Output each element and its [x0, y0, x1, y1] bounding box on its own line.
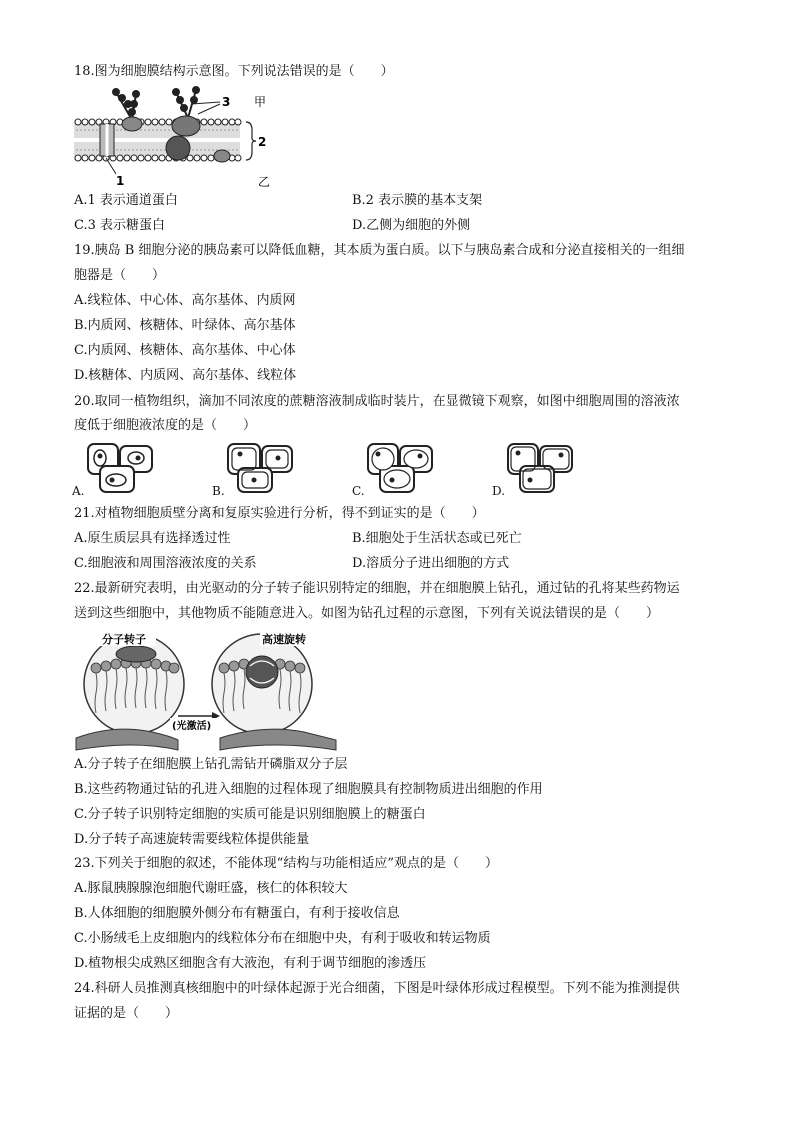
q20-option-b: B.: [212, 484, 225, 498]
q21-option-c: C.细胞液和周围溶液浓度的关系: [74, 556, 257, 571]
q20-cells-c: [366, 440, 438, 496]
q19-stem-line1: 19.胰岛 B 细胞分泌的胰岛素可以降低血糖，其本质为蛋白质。以下与胰岛素合成和分泌直接相关的一组细: [74, 243, 685, 258]
q20-option-d: D.: [492, 484, 506, 498]
q18-stem: 18.图为细胞膜结构示意图。下列说法错误的是（ ）: [74, 64, 394, 79]
q19-option-d: D.核糖体、内质网、高尔基体、线粒体: [74, 368, 297, 383]
rotor-figure: [74, 628, 346, 752]
q22-option-c: C.分子转子识别特定细胞的实质可能是识别细胞膜上的糖蛋白: [74, 807, 426, 822]
q24-stem-line2: 证据的是（ ）: [74, 1006, 179, 1021]
q23-option-a: A.豚鼠胰腺腺泡细胞代谢旺盛，核仁的体积较大: [74, 881, 348, 896]
q24-stem-line1: 24.科研人员推测真核细胞中的叶绿体起源于光合细菌，下图是叶绿体形成过程模型。下列不能为推测提供: [74, 981, 680, 996]
q20-cells-b: [226, 440, 298, 496]
q21-option-b: B.细胞处于生活状态或已死亡: [352, 531, 522, 546]
q18-option-d: D.乙侧为细胞的外侧: [352, 218, 471, 233]
fig22-label-light: (光激活): [172, 721, 212, 732]
q19-option-b: B.内质网、核糖体、叶绿体、高尔基体: [74, 318, 296, 333]
fig18-label-yi: 乙: [258, 175, 271, 189]
rotor-diagram: [74, 628, 346, 752]
q20-cells-a: [86, 440, 158, 496]
fig22-label-spin: 高速旋转: [262, 633, 306, 646]
q20-option-c: C.: [352, 484, 365, 498]
q18-option-b: B.2 表示膜的基本支架: [352, 193, 483, 208]
q23-option-d: D.植物根尖成熟区细胞含有大液泡，有利于调节细胞的渗透压: [74, 956, 427, 971]
membrane-diagram: [72, 86, 282, 190]
fig18-label-jia: 甲: [254, 95, 267, 109]
q22-stem-line2: 送到这些细胞中，其他物质不能随意进入。如图为钻孔过程的示意图，下列有关说法错误的是（ ）: [74, 606, 660, 621]
q20-option-a: A.: [72, 484, 85, 498]
q23-stem: 23.下列关于细胞的叙述，不能体现“结构与功能相适应”观点的是（ ）: [74, 856, 498, 871]
q21-option-a: A.原生质层具有选择透过性: [74, 531, 231, 546]
membrane-figure: [72, 86, 282, 190]
q20-stem-line1: 20.取同一植物组织，滴加不同浓度的蔗糖溶液制成临时装片，在显微镜下观察，如图中细胞周围的溶液浓: [74, 394, 680, 409]
q23-option-b: B.人体细胞的细胞膜外侧分布有糖蛋白，有利于接收信息: [74, 906, 400, 921]
q22-stem-line1: 22.最新研究表明，由光驱动的分子转子能识别特定的细胞，并在细胞膜上钻孔，通过钻的孔将某些药物运: [74, 581, 680, 596]
q18-option-a: A.1 表示通道蛋白: [74, 193, 178, 208]
q21-stem: 21.对植物细胞质壁分离和复原实验进行分析，得不到证实的是（ ）: [74, 506, 485, 521]
q22-option-a: A.分子转子在细胞膜上钻孔需钻开磷脂双分子层: [74, 757, 348, 772]
q19-option-a: A.线粒体、中心体、高尔基体、内质网: [74, 293, 296, 308]
q21-option-d: D.溶质分子进出细胞的方式: [352, 556, 510, 571]
glycan-chains: [113, 87, 199, 120]
q23-option-c: C.小肠绒毛上皮细胞内的线粒体分布在细胞中央，有利于吸收和转运物质: [74, 931, 491, 946]
fig22-label-rotor: 分子转子: [102, 633, 146, 646]
fig18-label-3: 3: [222, 95, 231, 109]
q20-cells-d: [506, 440, 578, 496]
fig18-label-2: 2: [258, 135, 267, 149]
fig18-label-1: 1: [116, 174, 125, 188]
q22-option-d: D.分子转子高速旋转需要线粒体提供能量: [74, 832, 310, 847]
q19-option-c: C.内质网、核糖体、高尔基体、中心体: [74, 343, 296, 358]
q20-stem-line2: 度低于细胞液浓度的是（ ）: [74, 418, 257, 433]
q19-stem-line2: 胞器是（ ）: [74, 268, 166, 283]
q18-option-c: C.3 表示糖蛋白: [74, 218, 166, 233]
q22-option-b: B.这些药物通过钻的孔进入细胞的过程体现了细胞膜具有控制物质进出细胞的作用: [74, 782, 543, 797]
